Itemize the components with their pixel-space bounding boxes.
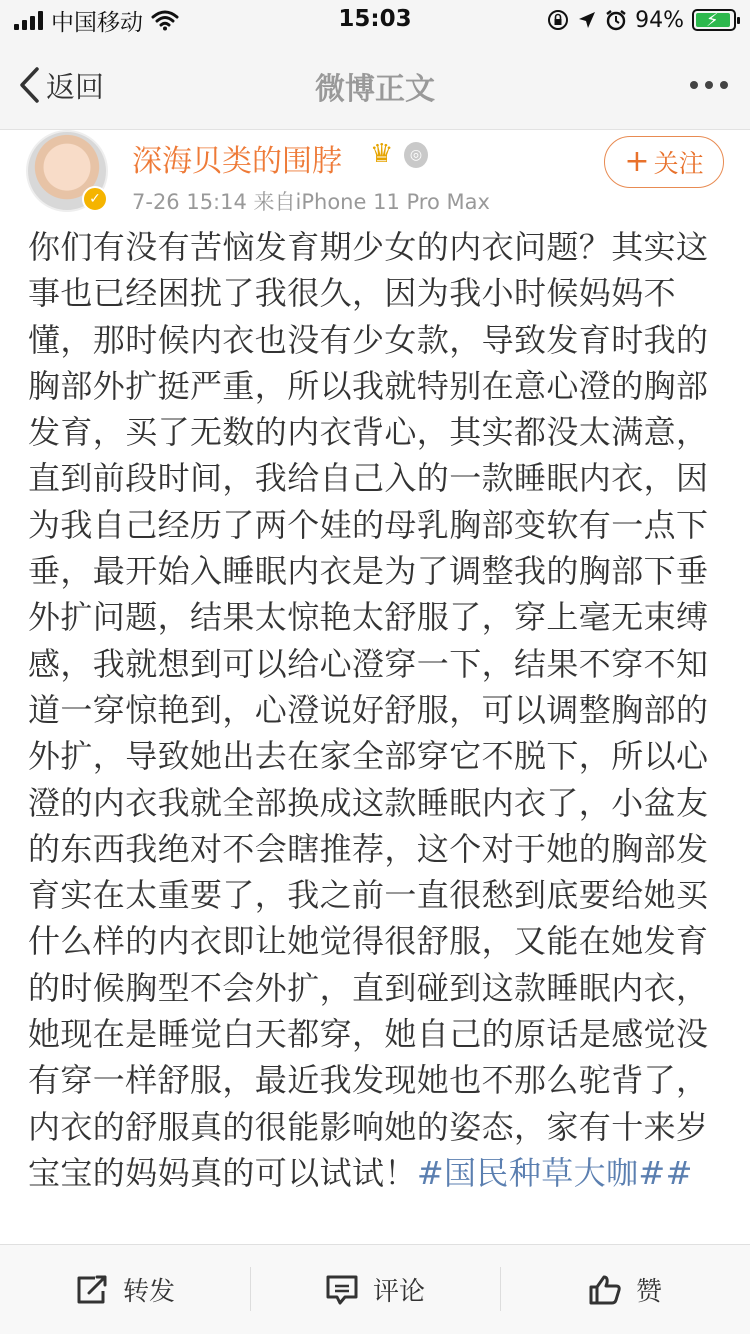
bottom-toolbar xyxy=(0,1244,750,1334)
status-right xyxy=(547,6,736,34)
post-body xyxy=(28,224,724,1196)
like-label: 赞 xyxy=(635,1277,662,1307)
author-name[interactable]: 深海贝类的围脖 xyxy=(132,144,342,179)
carrier-label: 中国移动 xyxy=(51,9,143,36)
follow-label: 关注 xyxy=(653,149,704,178)
more-button[interactable] xyxy=(690,70,728,100)
more-icon xyxy=(690,81,728,89)
repost-icon xyxy=(75,1275,109,1305)
comment-icon xyxy=(325,1274,359,1306)
repost-label: 转发 xyxy=(122,1277,175,1307)
post-content xyxy=(0,130,750,1244)
location-icon xyxy=(577,10,597,30)
like-icon xyxy=(588,1274,622,1306)
medal-icon: ◎ xyxy=(404,142,428,168)
post-body-text: 你们有没有苦恼发育期少女的内衣问题？其实这事也已经困扰了我很久，因为我小时候妈妈不懂，那时候内衣也没有少女款，导致发育时我的胸部外扩挺严重，所以我就特别在意心澄的胸部发育，买了无数的内衣背心，其实都没太满意，直到前段时间，我给自己入的一款睡眠内衣，因为我自己经历了两个娃的母乳胸部变软有一点下垂，最开始入睡眠内衣是为了调整我的胸部下垂外扩问题，结果太惊艳太舒服了，穿上毫无束缚感，我就想到可以给心澄穿一下，结果不穿不知道一穿惊艳到，心澄说好舒服，可以调整胸部的外扩，导致她出去在家全部穿它不脱下，所以心澄的内衣我就全部换成这款睡眠内衣了，小盆友的东西我绝对不会瞎推荐，这个对于她的胸部发育实在太重要了，我之前一直很愁到底要给她买什么样的内衣即让她觉得很舒服，又能在她发育的时候胸型不会外扩，直到碰到这款睡眠内衣，她现在是睡觉白天都穿，她自己的原话是感觉没有穿一样舒服，最近我发现她也不那么驼背了，内衣的舒服真的很能影响她的姿态，家有十来岁宝宝的妈妈真的可以试试！ xyxy=(28,228,709,1192)
avatar[interactable] xyxy=(26,130,108,212)
page-title: 微博正文 xyxy=(315,72,435,107)
repost-button[interactable] xyxy=(0,1245,250,1334)
nav-bar xyxy=(0,40,750,130)
comment-button[interactable] xyxy=(250,1245,500,1334)
like-button[interactable] xyxy=(500,1245,750,1334)
battery-percent: 94% xyxy=(635,7,684,33)
hashtag-link[interactable]: #国民种草大咖## xyxy=(416,1153,693,1192)
verified-icon: ✓ xyxy=(82,186,108,212)
alarm-icon xyxy=(605,9,627,31)
status-bar xyxy=(0,0,750,40)
post-meta: 7-26 15:14 来自iPhone 11 Pro Max xyxy=(132,190,490,214)
lock-rotation-icon xyxy=(547,9,569,31)
back-label: 返回 xyxy=(46,69,105,104)
follow-button[interactable] xyxy=(604,136,724,188)
crown-icon: ♛ xyxy=(370,139,394,169)
status-time: 15:03 xyxy=(338,6,412,32)
comment-label: 评论 xyxy=(372,1277,425,1307)
battery-icon: ⚡ xyxy=(692,9,736,31)
plus-icon: + xyxy=(624,144,650,179)
